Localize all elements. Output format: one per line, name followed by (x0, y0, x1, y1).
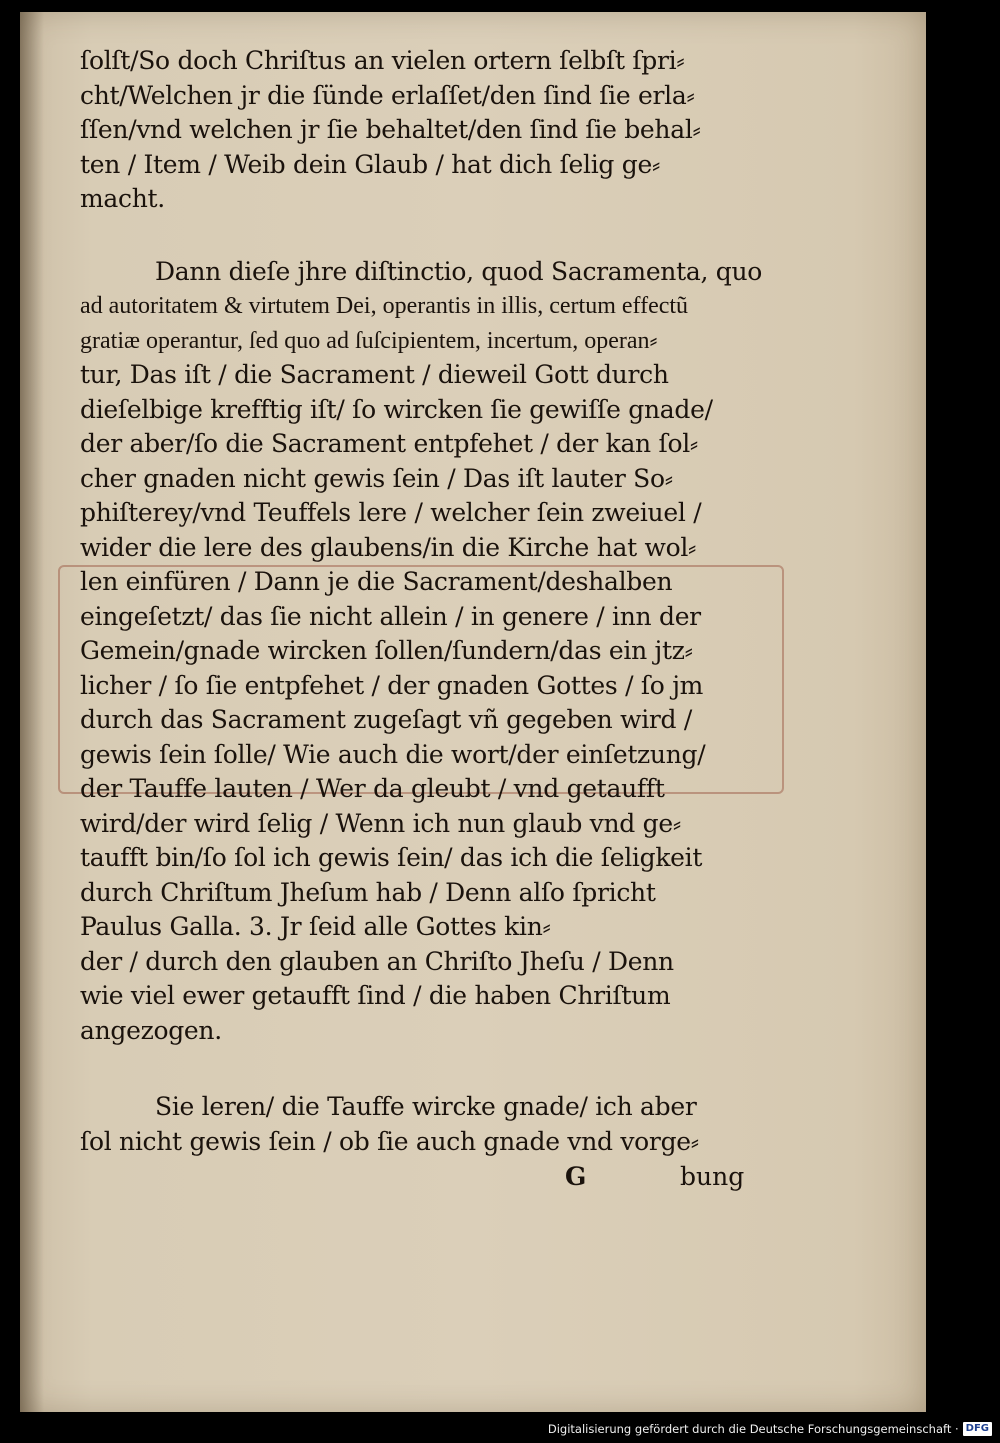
text-line: ſolſt/So doch Chriſtus an vielen ortern ſelbſt ſpri⸗ (80, 46, 685, 75)
signature-mark: G (565, 1162, 587, 1191)
text-line: phiſterey/vnd Teuffels lere / welcher ſein zweiuel / (80, 498, 702, 527)
text-line: cher gnaden nicht gewis ſein / Das iſt lauter So⸗ (80, 463, 673, 493)
text-line: licher / ſo ſie entpfehet / der gnaden Gottes / ſo jm (80, 670, 704, 700)
page-footer-line (80, 1159, 780, 1195)
text-line-latin: gratiæ operantur, ſed quo ad ſuſcipientem, incertum, operan⸗ (80, 327, 658, 354)
text-line: angezogen. (80, 1015, 222, 1045)
text-line-latin: ad autoritatem & virtutem Dei, operantis in illis, certum effectũ (80, 293, 689, 319)
text-line: tur, Das iſt / die Sacrament / dieweil Gott durch (80, 360, 669, 389)
page-gutter-shadow (20, 12, 44, 1412)
text-line: macht. (80, 184, 165, 213)
text-line: der Tauffe lauten / Wer da gleubt / vnd getaufft (80, 774, 665, 803)
text-line: len einfüren / Dann je die Sacrament/deshalben (80, 567, 673, 596)
paragraph-gap (80, 1048, 780, 1090)
text-line: cht/Welchen jr die ſünde erlaſſet/den ſind ſie erla⸗ (80, 80, 695, 110)
text-line: wider die lere des glaubens/in die Kirche hat wol⸗ (80, 532, 697, 562)
text-line: dieſelbige krefftig iſt/ ſo wircken ſie gewiſſe gnade/ (80, 394, 713, 424)
text-line: taufft bin/ſo ſol ich gewis ſein/ das ich die ſeligkeit (80, 843, 703, 872)
digitization-credit (548, 1418, 992, 1440)
text-line: der / durch den glauben an Chriſto Jheſu / Denn (80, 946, 674, 976)
paragraph-1 (80, 44, 780, 217)
text-line: ten / Item / Weib dein Glaub / hat dich ſelig ge⸗ (80, 149, 660, 179)
text-line: der aber/ſo die Sacrament entpfehet / der kan ſol⸗ (80, 429, 698, 458)
text-line: ſol nicht gewis ſein / ob ſie auch gnade vnd vorge⸗ (80, 1126, 699, 1156)
text-line: durch das Sacrament zugeſagt vñ gegeben wird / (80, 705, 693, 734)
text-line: wie viel ewer getaufft ſind / die haben Chriſtum (80, 981, 671, 1010)
text-line: durch Chriſtum Jheſum hab / Denn alſo ſpricht (80, 877, 656, 907)
paragraph-2 (80, 255, 780, 1049)
text-line: wird/der wird ſelig / Wenn ich nun glaub vnd ge⸗ (80, 808, 681, 838)
text-line: ſſen/vnd welchen jr ſie behaltet/den ſind ſie behal⸗ (80, 115, 701, 144)
credit-text: Digitalisierung gefördert durch die Deutsche Forschungsgemeinschaft · (547, 1422, 959, 1436)
dfg-logo-icon: DFG (963, 1422, 992, 1436)
text-line: eingeſetzt/ das ſie nicht allein / in genere / inn der (80, 601, 701, 631)
text-line: Paulus Galla. 3. Jr ſeid alle Gottes kin⸗ (80, 912, 551, 941)
paragraph-3 (80, 1090, 780, 1159)
text-line: gewis ſein ſolle/ Wie auch die wort/der einſetzung/ (80, 739, 706, 769)
text-line: Dann dieſe jhre diſtinctio, quod Sacramenta, quo (155, 256, 763, 286)
catchword: bung (680, 1162, 745, 1191)
page-text (80, 44, 780, 1195)
text-line: Sie leren/ die Tauffe wircke gnade/ ich aber (155, 1092, 697, 1121)
paragraph-gap (80, 217, 780, 255)
text-line: Gemein/gnade wircken ſollen/ſundern/das ein jtz⸗ (80, 636, 693, 665)
